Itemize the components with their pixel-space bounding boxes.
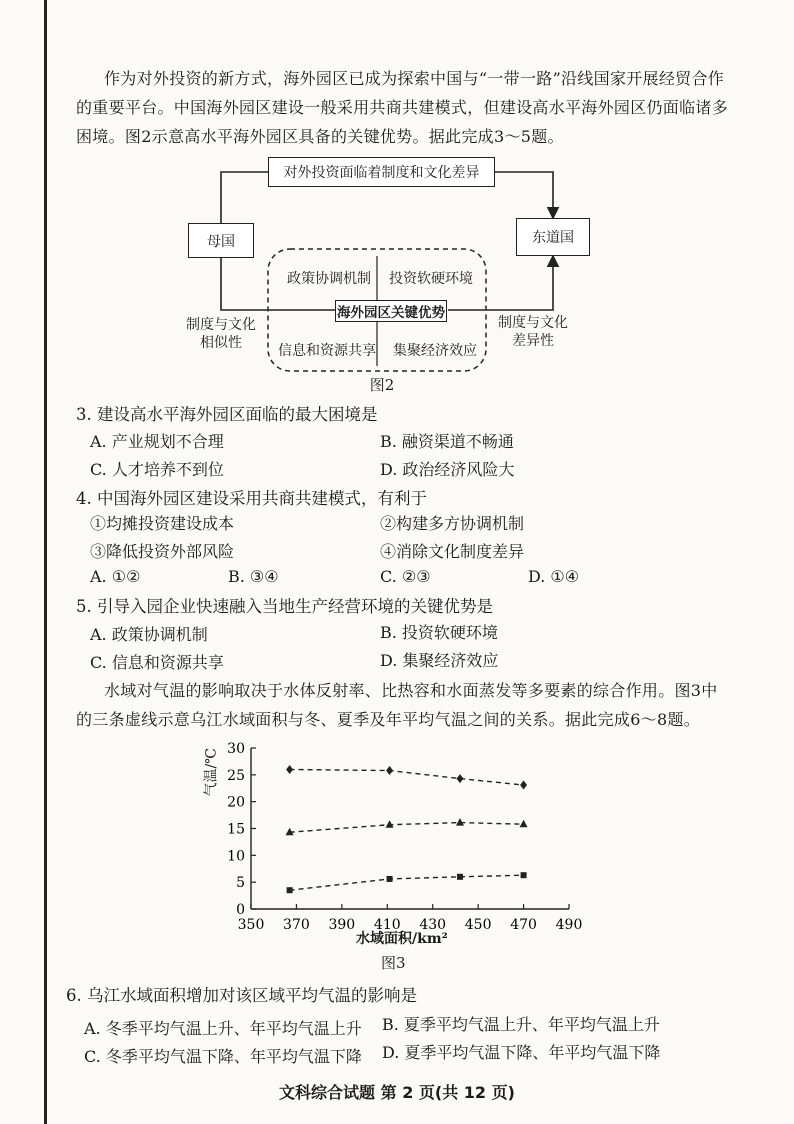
- data-point-square: [287, 887, 293, 893]
- host-country-box: 东道国: [516, 218, 590, 256]
- series-line-square: [290, 875, 524, 890]
- q3-option-b: B. 融资渠道不畅通: [380, 432, 514, 451]
- x-tick-label: 390: [328, 917, 356, 933]
- q5-option-a: A. 政策协调机制: [90, 625, 208, 644]
- y-tick-label: 10: [227, 848, 245, 865]
- q5-option-b: B. 投资软硬环境: [380, 623, 498, 642]
- data-point-diamond: [520, 781, 527, 790]
- passage2-line-2: 的三条虚线示意乌江水域面积与冬、夏季及年平均气温之间的关系。据此完成6～8题。: [76, 710, 701, 729]
- y-tick-label: 15: [227, 821, 245, 838]
- data-point-diamond: [456, 774, 463, 783]
- passage1-line-2: 的重要平台。中国海外园区建设一般采用共商共建模式，但建设高水平海外园区仍面临诸多: [76, 98, 729, 117]
- x-tick-label: 350: [237, 917, 265, 933]
- cell-investment-environment: 投资软硬环境: [389, 271, 473, 287]
- x-tick-label: 430: [419, 917, 447, 933]
- page-footer: 文科综合试题 第 2 页(共 12 页): [279, 1083, 515, 1102]
- q5-option-d: D. 集聚经济效应: [380, 651, 499, 670]
- y-tick-label: 25: [227, 767, 245, 784]
- figure-3-caption: 图3: [381, 954, 406, 972]
- right-label-line-1: 制度与文化: [498, 315, 568, 331]
- q3-option-a: A. 产业规划不合理: [90, 432, 224, 451]
- x-tick-label: 410: [373, 917, 401, 933]
- top-box-institutional-difference: 对外投资面临着制度和文化差异: [268, 157, 495, 187]
- left-label-line-2: 相似性: [200, 335, 242, 351]
- q4-item-4: ④消除文化制度差异: [380, 542, 525, 561]
- q4-item-1: ①均摊投资建设成本: [90, 514, 235, 533]
- center-key-advantage: 海外园区关键优势: [335, 300, 447, 322]
- q4-option-b: B. ③④: [228, 567, 279, 586]
- q4-option-c: C. ②③: [380, 567, 431, 586]
- y-tick-label: 5: [236, 875, 245, 892]
- q6-option-c: C. 冬季平均气温下降、年平均气温下降: [84, 1047, 362, 1066]
- q4-stem: 4. 中国海外园区建设采用共商共建模式，有利于: [76, 489, 427, 508]
- x-tick-label: 450: [464, 917, 492, 933]
- y-tick-label: 0: [236, 902, 245, 918]
- cell-info-resource-sharing: 信息和资源共享: [278, 343, 376, 359]
- x-tick-label: 490: [555, 917, 583, 933]
- cell-agglomeration-effect: 集聚经济效应: [393, 343, 477, 359]
- y-tick-label: 30: [227, 741, 245, 757]
- data-point-square: [387, 876, 393, 882]
- q5-option-c: C. 信息和资源共享: [90, 653, 224, 672]
- q4-option-a: A. ①②: [90, 567, 141, 586]
- data-point-triangle: [456, 818, 464, 826]
- left-label-line-1: 制度与文化: [186, 317, 256, 333]
- figure-2-caption: 图2: [369, 376, 395, 394]
- data-point-square: [521, 872, 527, 878]
- data-point-triangle: [520, 820, 528, 828]
- q4-item-3: ③降低投资外部风险: [90, 542, 235, 561]
- cell-policy-coordination: 政策协调机制: [287, 271, 371, 287]
- q5-stem: 5. 引导入园企业快速融入当地生产经营环境的关键优势是: [76, 597, 493, 616]
- chart-y-axis-label: 气温/℃: [203, 748, 220, 797]
- q4-option-d: D. ①④: [528, 567, 580, 586]
- series-line-diamond: [290, 769, 524, 785]
- data-point-diamond: [386, 766, 393, 775]
- q6-stem: 6. 乌江水域面积增加对该区域平均气温的影响是: [66, 986, 417, 1005]
- chart-x-axis-label: 水域面积/km²: [356, 931, 448, 947]
- series-line-triangle: [290, 823, 524, 833]
- q4-item-2: ②构建多方协调机制: [380, 514, 525, 533]
- q6-option-a: A. 冬季平均气温上升、年平均气温上升: [84, 1019, 362, 1038]
- q6-option-d: D. 夏季平均气温下降、年平均气温下降: [382, 1043, 661, 1062]
- q3-option-d: D. 政治经济风险大: [380, 460, 515, 479]
- x-tick-label: 370: [283, 917, 310, 933]
- passage1-line-1: 作为对外投资的新方式，海外园区已成为探索中国与“一带一路”沿线国家开展经贸合作: [104, 69, 725, 88]
- q6-option-b: B. 夏季平均气温上升、年平均气温上升: [382, 1015, 660, 1034]
- passage2-line-1: 水域对气温的影响取决于水体反射率、比热容和水面蒸发等多要素的综合作用。图3中: [104, 681, 718, 700]
- right-label-line-2: 差异性: [512, 333, 554, 349]
- q3-stem: 3. 建设高水平海外园区面临的最大困境是: [76, 405, 378, 424]
- passage1-line-3: 困境。图2示意高水平海外园区具备的关键优势。据此完成3～5题。: [76, 127, 564, 146]
- q3-option-c: C. 人才培养不到位: [90, 460, 224, 479]
- x-tick-label: 470: [510, 917, 537, 933]
- y-tick-label: 20: [227, 794, 245, 811]
- data-point-square: [457, 874, 463, 880]
- home-country-box: 母国: [188, 223, 254, 258]
- data-point-diamond: [286, 765, 293, 774]
